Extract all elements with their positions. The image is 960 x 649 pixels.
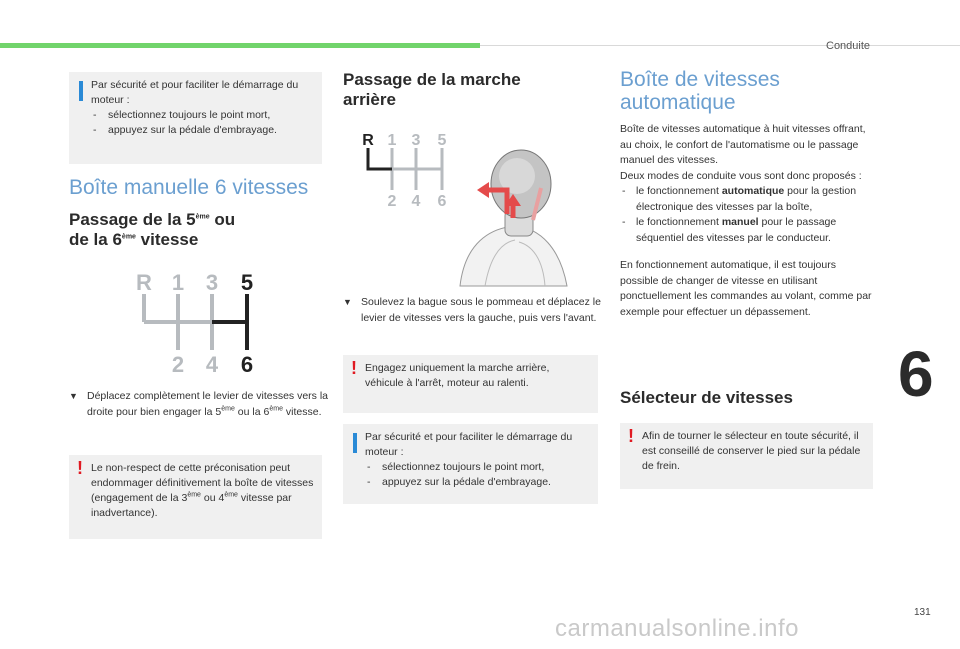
header-rule xyxy=(480,45,960,46)
gear-pattern-diagram-reverse xyxy=(356,128,466,214)
paragraph: En fonctionnement automatique, il est toujours possible de changer de vitesse en utilisant ponctuellement les commandes au volant, comme par exemple pour effectuer un dépassement. xyxy=(620,259,872,318)
automatic-description xyxy=(620,122,876,320)
instruction-left: ▼ Déplacez complètement le levier de vitesses vers la droite pour bien engager la 5ème ou la 6ème vitesse. xyxy=(69,390,329,418)
subtitle-5-6: Passage de la 5ème ou de la 6ème vitesse xyxy=(69,210,236,249)
chapter-number: 6 xyxy=(898,338,934,410)
gear-label: 1 xyxy=(171,270,185,295)
gear-label: 5 xyxy=(240,270,254,295)
warning-icon: ! xyxy=(628,426,634,446)
note-intro: Par sécurité et pour faciliter le démarrage du moteur : xyxy=(365,431,573,458)
gear-label: 4 xyxy=(411,193,421,210)
gear-label: 2 xyxy=(171,352,185,377)
gear-label: 3 xyxy=(205,270,219,295)
warning-note-left: ! Le non-respect de cette préconisation peut endommager définitivement la boîte de vitesses (engagement de la 3ème ou 4ème vitesse par inadvertance). xyxy=(69,455,322,539)
subtitle-selector: Sélecteur de vitesses xyxy=(620,388,793,407)
header-accent-bar xyxy=(0,43,480,48)
gear-label: 6 xyxy=(437,193,447,210)
paragraph: Boîte de vitesses automatique à huit vitesses offrant, au choix, le confort de l'automatisme ou le passage manuel des vitesses. xyxy=(620,123,866,166)
note-item: - sélectionnez toujours le point mort, xyxy=(365,460,590,475)
gear-label: 4 xyxy=(205,352,219,377)
gear-pattern-diagram-left xyxy=(120,266,270,378)
gear-label: 2 xyxy=(387,193,397,210)
note-item: - appuyez sur la pédale d'embrayage. xyxy=(91,123,314,138)
mode-item: - le fonctionnement manuel pour le passage séquentiel des vitesses par le conducteur. xyxy=(620,215,876,246)
note-list xyxy=(365,460,590,490)
info-note-middle xyxy=(343,424,598,504)
paragraph: Deux modes de conduite vous sont donc proposés : xyxy=(620,169,862,182)
note-item: - appuyez sur la pédale d'embrayage. xyxy=(365,475,590,490)
note-item: - sélectionnez toujours le point mort, xyxy=(91,108,314,123)
mode-list xyxy=(620,184,876,246)
instruction-reverse: ▼ Soulevez la bague sous le pommeau et déplacez le levier de vitesses vers la gauche, puis vers l'avant. xyxy=(343,296,601,324)
section-name: Conduite xyxy=(826,40,871,52)
warning-note-selector: ! Afin de tourner le sélecteur en toute sécurité, il est conseillé de conserver le pied sur la pédale de frein. xyxy=(620,423,873,489)
gear-label: 5 xyxy=(437,132,447,149)
page-number: 131 xyxy=(914,607,931,618)
bullet-icon: ▼ xyxy=(343,297,352,307)
gear-lever-illustration xyxy=(455,148,570,288)
gear-label: 6 xyxy=(240,352,254,377)
info-icon xyxy=(79,81,83,101)
mode-item: - le fonctionnement automatique pour la gestion électronique des vitesses par la boîte, xyxy=(620,184,876,215)
watermark: carmanualsonline.info xyxy=(555,615,799,642)
bullet-icon: ▼ xyxy=(69,391,78,401)
gear-label: R xyxy=(136,270,152,295)
info-note-left xyxy=(69,72,322,164)
section-title-automatic: Boîte de vitesses automatique xyxy=(620,68,780,114)
section-title-reverse: Passage de la marche arrière xyxy=(343,70,521,109)
warning-icon: ! xyxy=(351,358,357,378)
gear-label: R xyxy=(362,132,374,149)
info-icon xyxy=(353,433,357,453)
gear-label: 3 xyxy=(411,132,421,149)
section-title-manual: Boîte manuelle 6 vitesses xyxy=(69,176,309,199)
note-list xyxy=(91,108,314,138)
warning-icon: ! xyxy=(77,458,83,478)
warning-note-reverse: ! Engagez uniquement la marche arrière, véhicule à l'arrêt, moteur au ralenti. xyxy=(343,355,598,413)
gear-label: 1 xyxy=(387,132,397,149)
note-intro: Par sécurité et pour faciliter le démarrage du moteur : xyxy=(91,79,299,106)
